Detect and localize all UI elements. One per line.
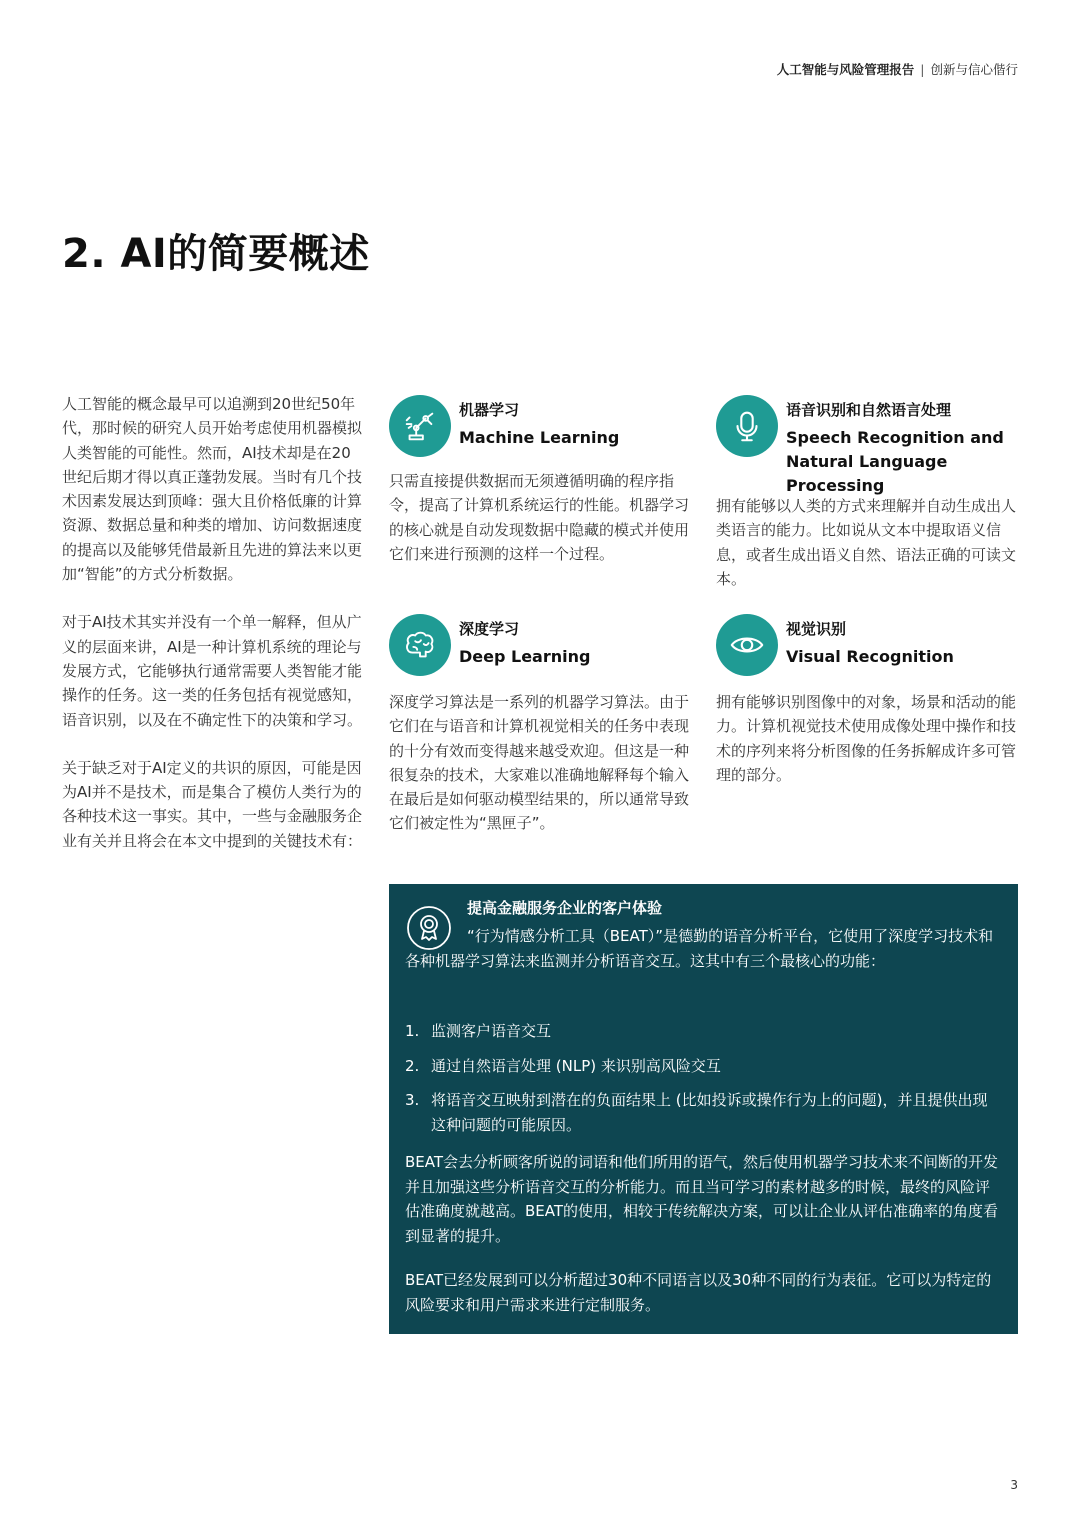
feature-title-en: Visual Recognition xyxy=(786,647,954,666)
callout-paragraph: BEAT已经发展到可以分析超过30种不同语言以及30种不同的行为表征。它可以为特定的风险要求和用户需求来进行定制服务。 xyxy=(405,1271,992,1314)
intro-paragraph: 对于AI技术其实并没有一个单一解释，但从广义的层面来讲，AI是一种计算机系统的理论与发展方式，它能够执行通常需要人类智能才能操作的任务。这一类的任务包括有视觉感知，语音识别，以及在不确定性下的决策和学习。 xyxy=(62,613,363,729)
feature-description: 拥有能够以人类的方式来理解并自动生成出人类语言的能力。比如说从文本中提取语义信息，或者生成出语义自然、语法正确的可读文本。 xyxy=(716,497,1017,588)
list-number: 3. xyxy=(405,1091,420,1109)
list-item xyxy=(405,1019,1002,1044)
feature-machine-learning xyxy=(389,395,699,605)
feature-title-en: Deep Learning xyxy=(459,647,591,666)
list-text: 将语音交互映射到潜在的负面结果上 (比如投诉或操作行为上的问题)，并且提供出现这种问题的可能原因。 xyxy=(431,1091,988,1134)
feature-heading xyxy=(786,399,1026,498)
microphone-icon xyxy=(716,395,778,457)
feature-description: 只需直接提供数据而无须遵循明确的程序指令，提高了计算机系统运行的性能。机器学习的核心就是自动发现数据中隐藏的模式并使用它们来进行预测的这样一个过程。 xyxy=(389,472,690,563)
list-text: 监测客户语音交互 xyxy=(431,1022,552,1040)
robot-arm-icon xyxy=(389,395,451,457)
page-header xyxy=(777,60,1018,78)
callout-list xyxy=(405,1019,1002,1137)
list-item xyxy=(405,1054,1002,1079)
callout-box xyxy=(389,884,1018,1334)
list-number: 1. xyxy=(405,1022,420,1040)
feature-heading xyxy=(786,618,1026,669)
feature-title-en: Speech Recognition and Natural Language Processing xyxy=(786,428,1004,495)
report-title: 人工智能与风险管理报告 xyxy=(776,62,915,77)
header-separator: | xyxy=(920,62,925,77)
feature-speech-recognition xyxy=(716,395,1026,605)
report-subtitle: 创新与信心偕行 xyxy=(930,62,1018,77)
list-item xyxy=(405,1088,1002,1137)
intro-paragraph: 人工智能的概念最早可以追溯到20世纪50年代，那时候的研究人员开始考虑使用机器模拟人类智能的可能性。然而，AI技术却是在20世纪后期才得以真正蓬勃发展。当时有几个技术因素发展达到顶峰：强大且价格低廉的计算资源、数据总量和种类的增加、访问数据速度的提高以及能够凭借最新且先进的算法来以更加“智能”的方式分析数据。 xyxy=(62,395,363,584)
feature-visual-recognition xyxy=(716,614,1026,804)
feature-title-cn: 语音识别和自然语言处理 xyxy=(786,401,952,419)
callout-paragraph: BEAT会去分析顾客所说的词语和他们所用的语气，然后使用机器学习技术来不间断的开发并且加强这些分析语音交互的分析能力。而且当可学习的素材越多的时候，最终的风险评估准确度就越高。BEAT的使用，相较于传统解决方案，可以让企业从评估准确率的角度看到显著的提升。 xyxy=(405,1153,999,1245)
feature-title-en: Machine Learning xyxy=(459,428,620,447)
feature-title-cn: 深度学习 xyxy=(459,620,520,638)
intro-column xyxy=(62,392,362,877)
brain-icon xyxy=(389,614,451,676)
feature-description: 深度学习算法是一系列的机器学习算法。由于它们在与语音和计算机视觉相关的任务中表现的十分有效而变得越来越受欢迎。但这是一种很复杂的技术，大家难以准确地解释每个输入在最后是如何驱动模型结果的，所以通常导致它们被定性为“黑匣子”。 xyxy=(389,693,690,833)
feature-heading xyxy=(459,399,699,450)
callout-title: 提高金融服务企业的客户体验 xyxy=(467,899,663,917)
feature-title-cn: 机器学习 xyxy=(459,401,520,419)
eye-icon xyxy=(716,614,778,676)
callout-intro: “行为情感分析工具（BEAT）”是德勤的语音分析平台，它使用了深度学习技术和各种机器学习算法来监测并分析语音交互。这其中有三个最核心的功能： xyxy=(405,927,994,970)
list-text: 通过自然语言处理 (NLP) 来识别高风险交互 xyxy=(431,1056,721,1075)
page-title: 2. AI的简要概述 xyxy=(62,231,370,277)
feature-deep-learning xyxy=(389,614,699,864)
list-number: 2. xyxy=(405,1056,420,1075)
feature-description: 拥有能够识别图像中的对象，场景和活动的能力。计算机视觉技术使用成像处理中操作和技术的序列来将分析图像的任务拆解成许多可管理的部分。 xyxy=(716,693,1017,784)
feature-title-cn: 视觉识别 xyxy=(786,620,847,638)
feature-heading xyxy=(459,618,699,669)
intro-paragraph: 关于缺乏对于AI定义的共识的原因，可能是因为AI并不是技术，而是集合了模仿人类行为的各种技术这一事实。其中，一些与金融服务企业有关并且将会在本文中提到的关键技术有： xyxy=(62,758,363,850)
page-number: 3 xyxy=(1010,1478,1018,1492)
